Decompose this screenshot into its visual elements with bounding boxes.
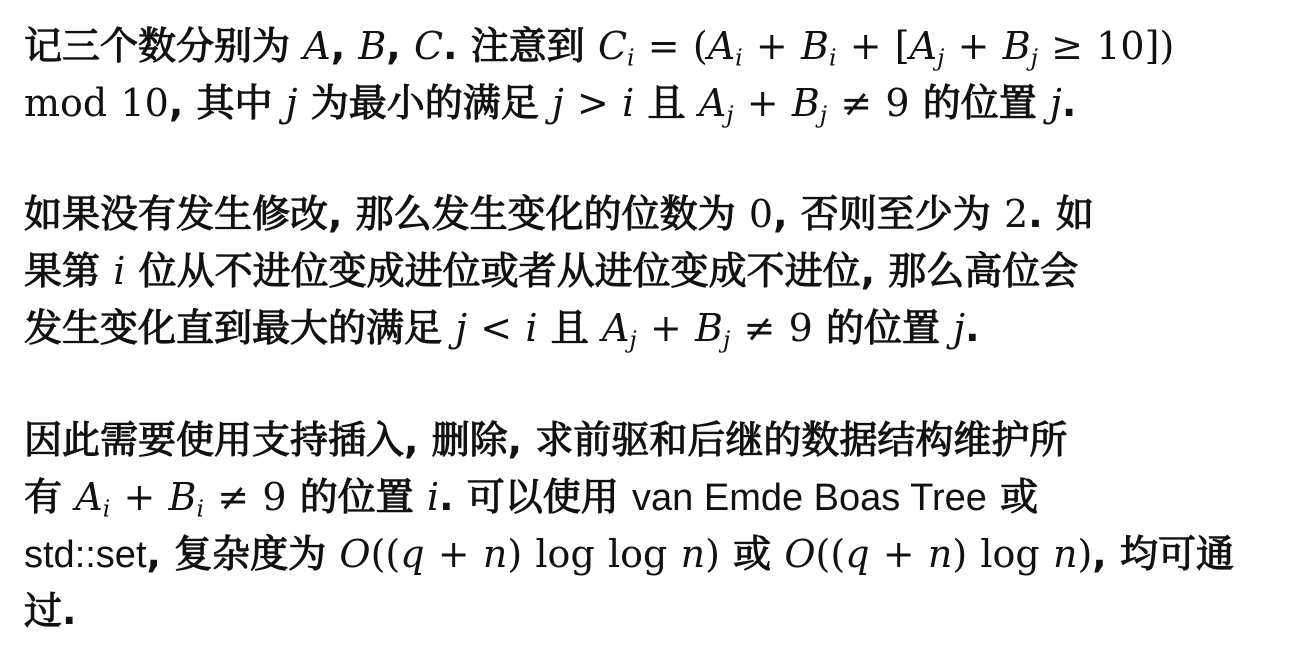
paragraph-2-line-3: 发生变化直到最大的满足 j < i 且 $A_j + B_j \ne 9$ 的位置 j. [24,306,980,354]
paragraph-3-line-2: 有 $A_i + B_i \ne 9$ 的位置 i. 可以使用 van Emde Boas Tree 或 [24,475,1039,523]
paragraph-3-line-4: 过. [24,589,77,633]
paragraph-2-line-2: 果第 i 位从不进位变成进位或者从进位变成不进位, 那么高位会 [24,249,1079,293]
paragraph-2-line-1: 如果没有发生修改, 那么发生变化的位数为 0, 否则至少为 2. 如 [24,192,1094,236]
paragraph-2 [24,186,1289,357]
paragraph-3-line-1: 因此需要使用支持插入, 删除, 求前驱和后继的数据结构维护所 [24,418,1068,462]
paragraph-1-line-2: mod 10, 其中 j 为最小的满足 j > i 且 $A_j + B_j \ne 9$ 的位置 j. [24,81,1077,129]
paragraph-3 [24,412,1289,640]
paragraph-1 [24,18,1289,132]
paragraph-1-line-1: 记三个数分别为 A, B, C. 注意到 $C_i = (A_i + B_i + [A_j + B_j \ge 10])$ [24,24,1175,72]
paragraph-3-line-3: std::set, 复杂度为 O((q + n) log log n) 或 O((q + n) log n), 均可通 [24,532,1234,576]
